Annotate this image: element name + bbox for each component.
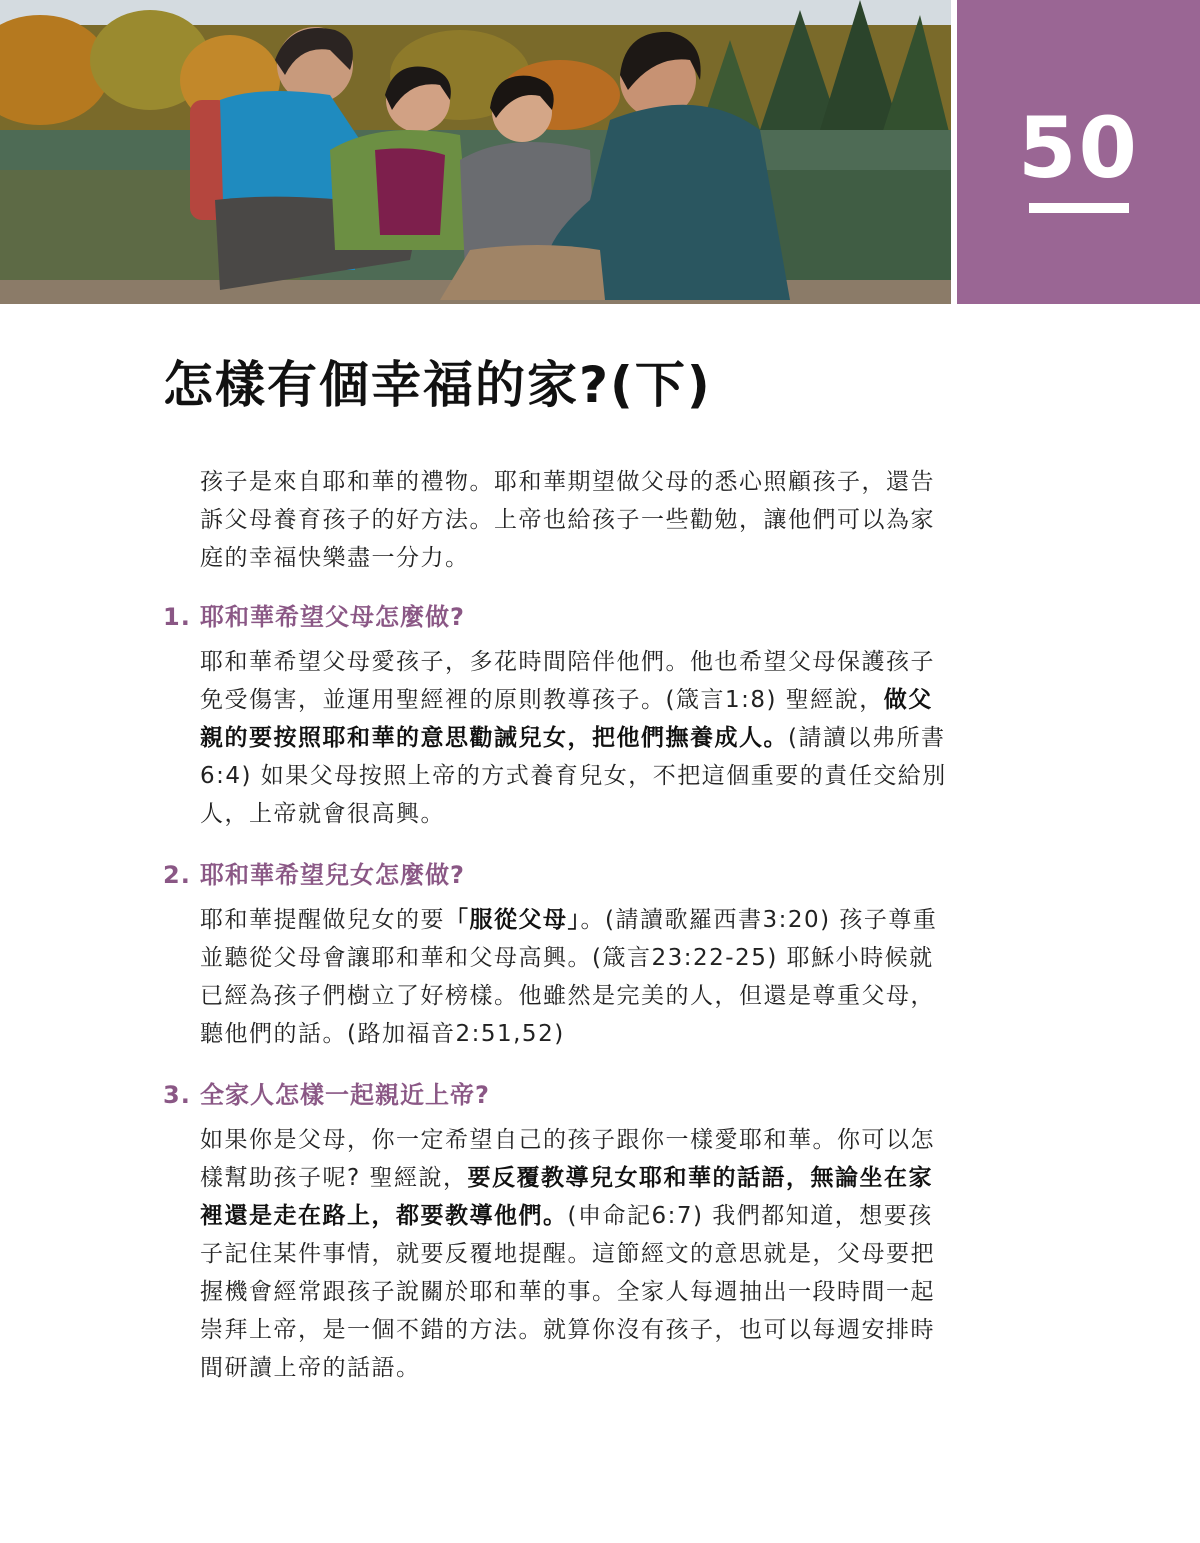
- section-3-question-text: 全家人怎樣一起親近上帝?: [200, 1081, 490, 1109]
- section-3-paragraph: [200, 1121, 954, 1387]
- section-2-paragraph: [200, 901, 954, 1053]
- section-3-question: [163, 1078, 490, 1112]
- section-3-number: 3.: [163, 1081, 191, 1109]
- section-2-question: [163, 858, 465, 892]
- section-2-number: 2.: [163, 861, 191, 889]
- section-1-text-a: 耶和華希望父母愛孩子，多花時間陪伴他們。他也希望父母保護孩子免受傷害，並運用聖經裡的原則教導孩子。(箴言1:8) 聖經說，: [200, 649, 935, 713]
- section-1-text-b: (請讀以弗所書6:4) 如果父母按照上帝的方式養育兒女，不把這個重要的責任交給別人，上帝就會很高興。: [200, 725, 947, 827]
- lesson-number-underline: [1029, 203, 1129, 213]
- section-2-text-a: 耶和華提醒做兒女的要: [200, 907, 445, 933]
- intro-paragraph: 孩子是來自耶和華的禮物。耶和華期望做父母的悉心照顧孩子，還告訴父母養育孩子的好方法。上帝也給孩子一些勸勉，讓他們可以為家庭的幸福快樂盡一分力。: [200, 469, 935, 571]
- section-1-paragraph: [200, 643, 954, 833]
- section-1-number: 1.: [163, 603, 191, 631]
- section-1-question: [163, 600, 465, 634]
- section-3-bold-quote: 要反覆教導兒女耶和華的話語，無論坐在家裡還是走在路上，都要教導他們。: [200, 1165, 934, 1229]
- lesson-number: 50: [1018, 99, 1139, 197]
- section-2-question-text: 耶和華希望兒女怎麼做?: [200, 861, 465, 889]
- family-sitting-on-dock-illustration: [0, 0, 951, 304]
- page-title: 怎樣有個幸福的家?(下): [163, 356, 712, 414]
- hero-photo: [0, 0, 951, 304]
- section-2-bold-quote: 「服從父母」: [445, 907, 581, 933]
- lesson-number-badge: [957, 0, 1200, 304]
- section-1-bold-quote: 做父親的要按照耶和華的意思勸誡兒女，把他們撫養成人。: [200, 687, 933, 751]
- section-3-text-b: (申命記6:7) 我們都知道，想要孩子記住某件事情，就要反覆地提醒。這節經文的意思就是，父母要把握機會經常跟孩子說關於耶和華的事。全家人每週抽出一段時間一起崇拜上帝，是一個不錯的方法。就算你沒有孩子，也可以每週安排時間研讀上帝的話語。: [200, 1203, 935, 1381]
- section-2-text-b: 。(請讀歌羅西書3:20) 孩子尊重並聽從父母會讓耶和華和父母高興。(箴言23:22-25) 耶穌小時候就已經為孩子們樹立了好榜樣。他雖然是完美的人，但還是尊重父母，聽他們的話。(路加福音2:51,52): [200, 907, 938, 1047]
- section-1-question-text: 耶和華希望父母怎麼做?: [200, 603, 465, 631]
- section-3-text-a: 如果你是父母，你一定希望自己的孩子跟你一樣愛耶和華。你可以怎樣幫助孩子呢? 聖經說，: [200, 1127, 935, 1191]
